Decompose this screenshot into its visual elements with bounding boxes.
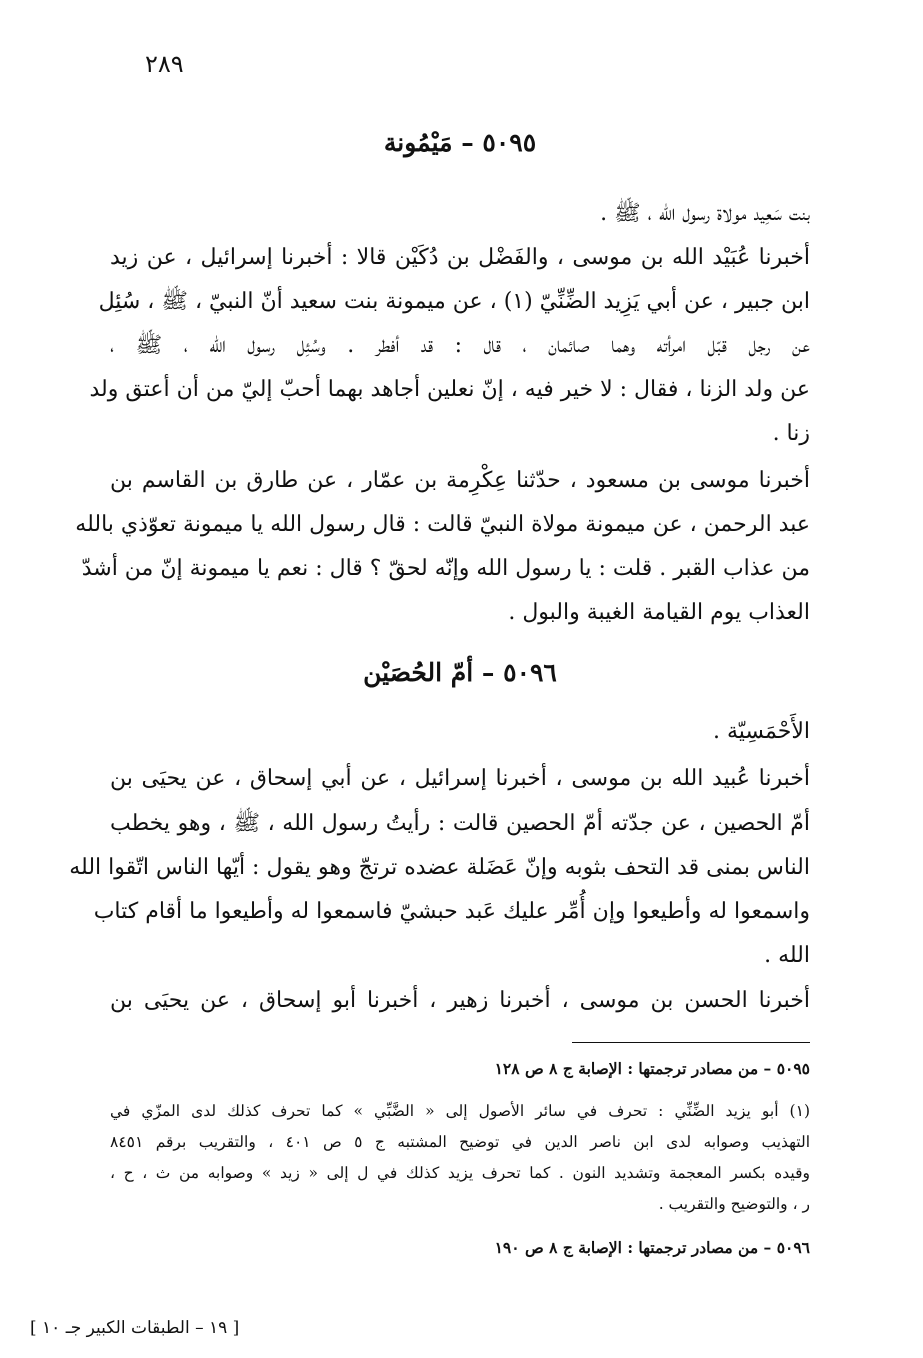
entry1-line-8: عبد الرحمن ، عن ميمونة مولاة النبيّ قالت : قال رسول الله يا ميمونة تعوّذي بالله bbox=[75, 512, 810, 537]
page-number: ٢٨٩ bbox=[145, 50, 184, 78]
entry1-line-10: العذاب يوم القيامة الغيبة والبول . bbox=[508, 600, 810, 625]
entry2-line-5: واسمعوا له وأطيعوا وإن أُمِّر عليك عَبد حبشيّ فاسمعوا له وأطيعوا ما أقام كتاب bbox=[93, 899, 810, 924]
footnote-source-5096: ٥٠٩٦ – من مصادر ترجمتها : الإصابة ج ٨ ص ١٩٠ bbox=[494, 1238, 810, 1257]
entry2-line-2: أخبرنا عُبيد الله بن موسى ، أخبرنا إسرائيل ، عن أبي إسحاق ، عن يحيَى بن bbox=[110, 766, 810, 791]
entry2-line-1: الأَحْمَسِيّة . bbox=[712, 719, 810, 744]
entry1-line-6: زنا . bbox=[772, 421, 810, 446]
footnote-1-line-1: (١) أبو يزيد الضِّنِّي : تحرف في سائر الأصول إلى « الضَّبِّي » كما تحرف كذلك لدى المزّي في bbox=[110, 1102, 810, 1120]
entry2-line-6: الله . bbox=[764, 943, 810, 968]
entry-heading-5096: ٥٠٩٦ – أمّ الحُصَيْن bbox=[363, 658, 557, 687]
entry1-line-9: من عذاب القبر . قلت : يا رسول الله وإنّه لحقّ ؟ قال : نعم يا ميمونة إنّ من أشدّ bbox=[81, 556, 810, 581]
entry1-line-4: عن رجل قبّل امرأته وهما صائمان ، قال : قد أفطر . وسُئِل رسول الله ، ﷺ ، bbox=[110, 333, 810, 358]
entry1-line-7: أخبرنا موسى بن مسعود ، حدّثنا عِكْرِمة بن عمّار ، عن طارق بن القاسم بن bbox=[110, 468, 810, 493]
signature-footer: [ ١٩ – الطبقات الكبير جـ ١٠ ] bbox=[30, 1318, 240, 1338]
entry1-line-5: عن ولد الزنا ، فقال : لا خير فيه ، إنّ نعلين أجاهد بهما أحبّ إليّ من أن أعتق ولد bbox=[89, 377, 810, 402]
entry2-line-3: أمّ الحصين ، عن جدّته أمّ الحصين قالت : رأيتُ رسول الله ، ﷺ ، وهو يخطب bbox=[110, 811, 810, 836]
entry1-line-1: بنت سَعِيد مولاة رسول الله ، ﷺ . bbox=[600, 201, 810, 226]
footnote-rule bbox=[572, 1042, 810, 1043]
entry1-line-2: أخبرنا عُبَيْد الله بن موسى ، والفَضْل بن دُكَيْن قالا : أخبرنا إسرائيل ، عن زيد bbox=[110, 245, 810, 270]
footnote-1-line-2: التهذيب وصوابه لدى ابن ناصر الدين في توضيح المشتبه ج ٥ ص ٤٠١ ، والتقريب برقم ٨٤٥١ bbox=[110, 1133, 811, 1151]
entry1-line-3: ابن جبير ، عن أبي يَزِيد الضِّنِّيّ (١) ، عن ميمونة بنت سعيد أنّ النبيّ ، ﷺ ، سُئِل bbox=[98, 289, 810, 314]
entry2-line-4: الناس بمنى قد التحف بثوبه وإنّ عَضَلة عضده ترتجّ وهو يقول : أيّها الناس اتّقوا الله bbox=[69, 855, 810, 880]
footnote-1-line-4: ر ، والتوضيح والتقريب . bbox=[658, 1195, 810, 1213]
entry2-line-7: أخبرنا الحسن بن موسى ، أخبرنا زهير ، أخبرنا أبو إسحاق ، عن يحيَى بن bbox=[110, 988, 810, 1013]
entry-heading-5095: ٥٠٩٥ – مَيْمُونة bbox=[383, 128, 537, 157]
footnote-1-line-3: وقيده بكسر المعجمة وتشديد النون . كما تحرف يزيد كذلك في ل إلى « زيد » وصوابه من ث ، ح ، bbox=[110, 1164, 810, 1182]
footnote-source-5095: ٥٠٩٥ – من مصادر ترجمتها : الإصابة ج ٨ ص ١٢٨ bbox=[494, 1059, 810, 1078]
